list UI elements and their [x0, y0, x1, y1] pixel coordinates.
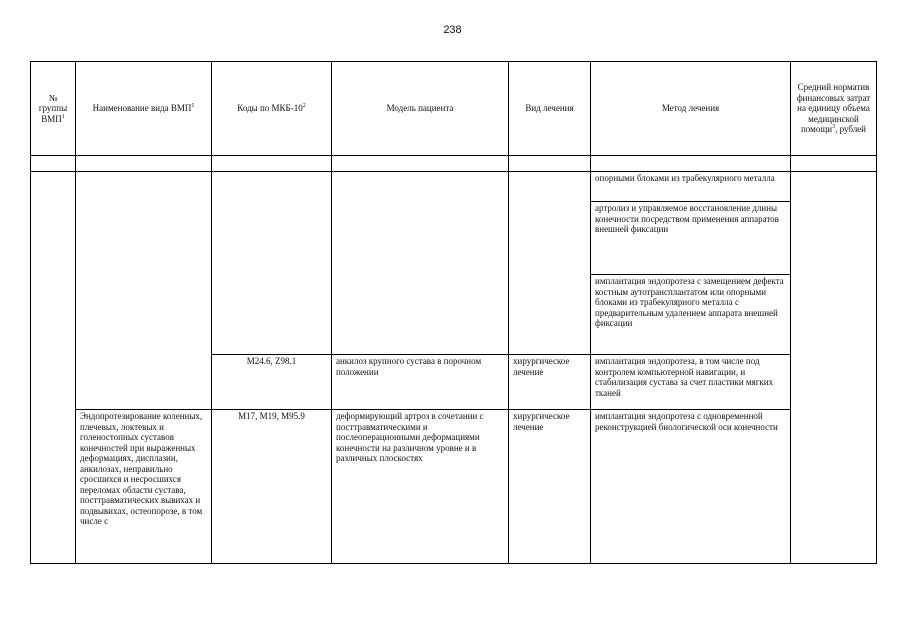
cell-model: анкилоз крупного сустава в порочном положении — [332, 355, 509, 410]
header-codes: Коды по МКБ-$10^2$ — [212, 62, 332, 156]
cell-model — [332, 172, 509, 355]
cell-codes — [212, 172, 332, 355]
cell-model: деформирующий артроз в сочетании с посттравматическими и послеоперационными деформациями конечности на различном уровне и в различных плоскостях — [332, 410, 509, 564]
header-name: Наименование вида ВМП$^1$ — [76, 62, 212, 156]
header-row — [31, 62, 877, 156]
table-row — [31, 172, 877, 202]
cell-method: имплантация эндопротеза с замещением дефекта костным аутотрансплантатом или опорными блоками из трабекулярного металла с предварительным удалением аппарата внешней фиксации — [591, 275, 791, 355]
header-treatment-type: Вид лечения — [509, 62, 591, 156]
cell-method: имплантация эндопротеза с одновременной реконструкцией биологической оси конечности — [591, 410, 791, 564]
cell-group-no — [31, 172, 76, 564]
cell-method: опорными блоками из трабекулярного металла — [591, 172, 791, 202]
header-cost: Средний норматив финансовых затрат на единицу объема медицинской помощи$^3$, рублей — [791, 62, 877, 156]
vmp-table — [30, 61, 877, 564]
cell-type: хирургическое лечение — [509, 410, 591, 564]
cell-name: Эндопротезирование коленных, плечевых, локтевых и голеностопных суставов конечностей при выраженных деформациях, дисплазии, анкилозах, неправильно сросшихся и несросшихся переломах области сустава, посттравматических вывихах и подвывихах, остеопорозе, в том числе с — [76, 410, 212, 564]
table-row — [31, 410, 877, 564]
cell-type: хирургическое лечение — [509, 355, 591, 410]
page-number: 238 — [443, 24, 462, 36]
column-number-row — [31, 156, 877, 172]
cell-codes: M17, M19, M95.9 — [212, 410, 332, 564]
header-group-no: № группы ВМП$^1$ — [31, 62, 76, 156]
header-method: Метод лечения — [591, 62, 791, 156]
cell-name — [76, 172, 212, 410]
cell-type — [509, 172, 591, 355]
cell-method: артролиз и управляемое восстановление длины конечности посредством применения аппаратов внешней фиксации — [591, 202, 791, 275]
cell-codes: M24.6, Z98.1 — [212, 355, 332, 410]
cell-method: имплантация эндопротеза, в том числе под контролем компьютерной навигации, и стабилизация сустава за счет пластики мягких тканей — [591, 355, 791, 410]
header-patient-model: Модель пациента — [332, 62, 509, 156]
cell-cost — [791, 172, 877, 564]
